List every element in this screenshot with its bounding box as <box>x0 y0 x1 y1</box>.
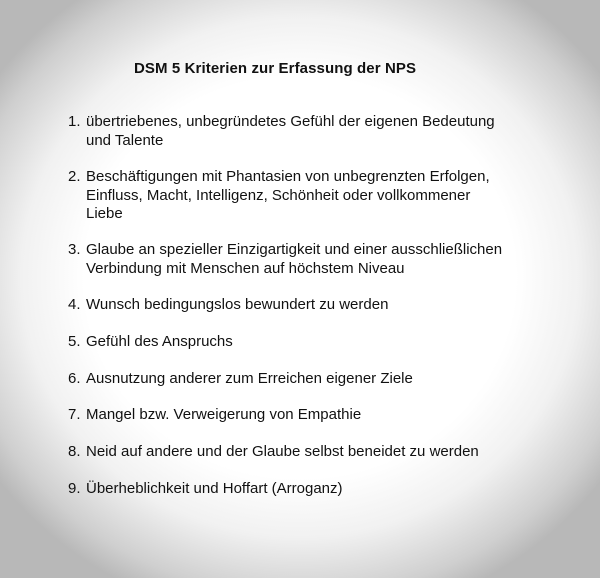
criterion-text-line: Überheblichkeit und Hoffart (Arroganz) <box>86 480 343 497</box>
criterion-item-8 <box>68 443 548 462</box>
criterion-number: 3. <box>68 241 81 258</box>
criterion-text <box>68 370 548 389</box>
criterion-number: 4. <box>68 296 81 313</box>
criterion-item-6 <box>68 370 548 389</box>
criterion-text-line: Wunsch bedingungslos bewundert zu werden <box>86 296 389 313</box>
criterion-item-2 <box>68 168 548 224</box>
criterion-text-line: Glaube an spezieller Einzigartigkeit und einer ausschließlichen <box>86 241 503 258</box>
criterion-text-line: Mangel bzw. Verweigerung von Empathie <box>86 406 362 423</box>
criterion-text-line: übertriebenes, unbegründetes Gefühl der eigenen Bedeutung <box>86 113 495 130</box>
criterion-number: 8. <box>68 443 81 460</box>
criterion-text <box>68 168 548 224</box>
criterion-text <box>68 333 548 352</box>
criterion-item-5 <box>68 333 548 352</box>
criterion-number: 9. <box>68 480 81 497</box>
criterion-text-line: Ausnutzung anderer zum Erreichen eigener Ziele <box>86 370 413 387</box>
criterion-text <box>68 443 548 462</box>
criterion-text-line: Beschäftigungen mit Phantasien von unbegrenzten Erfolgen, <box>86 168 490 185</box>
criterion-item-9 <box>68 480 548 499</box>
criterion-text-line: Verbindung mit Menschen auf höchstem Niveau <box>86 259 405 277</box>
criterion-text <box>68 296 548 315</box>
criterion-number: 6. <box>68 370 81 387</box>
criterion-item-3 <box>68 241 548 278</box>
criterion-number: 7. <box>68 406 81 423</box>
criterion-item-1 <box>68 113 548 150</box>
criterion-text-line: Gefühl des Anspruchs <box>86 333 233 350</box>
criterion-item-4 <box>68 296 548 315</box>
criterion-text <box>68 406 548 425</box>
criterion-text-line: Neid auf andere und der Glaube selbst beneidet zu werden <box>86 443 479 460</box>
document-title: DSM 5 Kriterien zur Erfassung der NPS <box>134 60 417 77</box>
criterion-text <box>68 241 548 278</box>
criterion-text <box>68 113 548 150</box>
criterion-text-line: und Talente <box>86 131 164 149</box>
criterion-item-7 <box>68 406 548 425</box>
criterion-number: 2. <box>68 168 81 185</box>
criterion-number: 5. <box>68 333 81 350</box>
criterion-number: 1. <box>68 113 81 130</box>
criterion-text-line: Liebe <box>86 205 123 222</box>
criterion-text-line: Einfluss, Macht, Intelligenz, Schönheit oder vollkommener <box>86 186 471 204</box>
criterion-text <box>68 480 548 499</box>
